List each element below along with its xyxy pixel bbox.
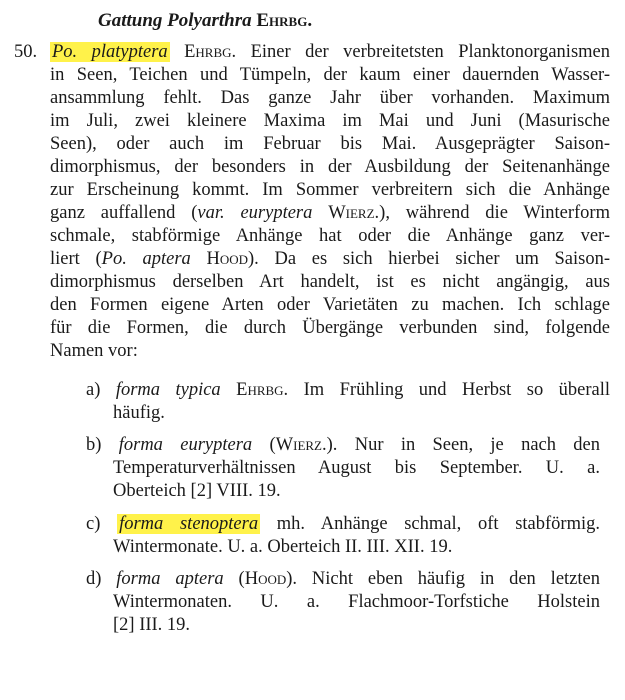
- form-text: Nicht eben häufig in den letzten: [311, 569, 600, 589]
- entry-text: ). Da es sich hierbei sicher um Saison-: [248, 249, 611, 269]
- species-author: Hood: [206, 249, 249, 269]
- entry-text: liert (: [50, 249, 102, 269]
- entry-text-line: schmale, stabförmige Anhänge hat oder die Anhänge ganz ver-: [50, 226, 610, 246]
- entry-line-10: [50, 248, 610, 271]
- entry-text-line: zur Erscheinung kommt. Im Sommer verbreitern sich die Anhänge: [50, 180, 610, 200]
- genus-heading: [98, 10, 312, 32]
- species-author: Ehrbg.: [184, 42, 237, 62]
- form-a-line-2: häufig.: [113, 403, 165, 423]
- form-author: Ehrbg.: [236, 380, 289, 400]
- form-letter: d): [86, 569, 102, 589]
- entry-text-line: Namen vor:: [50, 341, 138, 361]
- entry-text-line: in Seen, Teichen und Tümpeln, der kaum einer dauernden Wasser-: [50, 65, 610, 85]
- entry-text-line: ansammlung fehlt. Das ganze Jahr über vorhanden. Maximum: [50, 88, 610, 108]
- form-d-line-1: [86, 568, 600, 591]
- form-author-paren: ).: [326, 435, 338, 455]
- form-text: Im Frühling und Herbst so überall: [303, 380, 611, 400]
- form-d-line-2: Wintermonaten. U. a. Flachmoor-Torfstiche Holstein: [113, 592, 600, 612]
- entry-text: ), während die Winterform: [379, 203, 610, 223]
- entry-line-8: [50, 202, 610, 225]
- entry-text-line: dimorphismus derselben Art handelt, ist es nicht angängig, aus: [50, 272, 610, 292]
- form-author: Wierz.: [275, 435, 327, 455]
- form-letter: b): [86, 435, 102, 455]
- entry-text-line: im Juli, zwei kleinere Maxima im Mai und Juni (Masurische: [50, 111, 610, 131]
- form-b-line-1: [86, 434, 600, 457]
- form-author: Hood: [244, 569, 287, 589]
- form-name: forma euryptera: [118, 435, 253, 455]
- form-c-line-2: Wintermonate. U. a. Oberteich II. III. XII. 19.: [113, 537, 453, 557]
- form-a-line-1: [86, 379, 610, 402]
- entry-line-1: [50, 41, 610, 64]
- entry-text-line: den Formen eigene Arten oder Varietäten zu machen. Ich schlage: [50, 295, 610, 315]
- form-letter: a): [86, 380, 101, 400]
- entry-text-line: für die Formen, die durch Übergänge verbunden sind, folgende: [50, 318, 610, 338]
- form-letter: c): [86, 514, 101, 534]
- form-text: mh. Anhänge schmal, oft stabförmig.: [276, 514, 600, 534]
- genus-name: Polyarthra: [167, 10, 252, 31]
- form-b-line-3: Oberteich [2] VIII. 19.: [113, 481, 281, 501]
- entry-text-line: Seen), oder auch im Februar bis Mai. Ausgeprägter Saison-: [50, 134, 610, 154]
- form-author-paren: (: [269, 435, 276, 455]
- form-name: forma typica: [115, 380, 221, 400]
- entry-text: ganz auffallend (: [50, 203, 198, 223]
- form-name: forma aptera: [116, 569, 224, 589]
- entry-text-line: Einer der verbreitetsten Planktonorganismen: [250, 42, 610, 62]
- species-name: Po. aptera: [101, 249, 191, 269]
- form-text: Nur in Seen, je nach den: [354, 435, 601, 455]
- variety-author: Wierz.: [328, 203, 380, 223]
- form-d-line-3: [2] III. 19.: [113, 615, 191, 635]
- form-author-paren: ).: [286, 569, 298, 589]
- variety-name: var. euryptera: [197, 203, 313, 223]
- entry-number: 50.: [14, 42, 38, 62]
- form-name-highlighted: forma stenoptera: [119, 514, 259, 534]
- form-b-line-2: Temperaturverhältnissen August bis September. U. a.: [113, 458, 600, 478]
- species-name-highlighted: Po. platyptera: [52, 42, 168, 62]
- form-c-line-1: [86, 513, 600, 536]
- genus-prefix: Gattung: [98, 10, 163, 31]
- genus-author: Ehrbg.: [256, 10, 313, 31]
- form-author-paren: (: [238, 569, 245, 589]
- entry-text-line: dimorphismus, der besonders in der Ausbildung der Seitenanhänge: [50, 157, 610, 177]
